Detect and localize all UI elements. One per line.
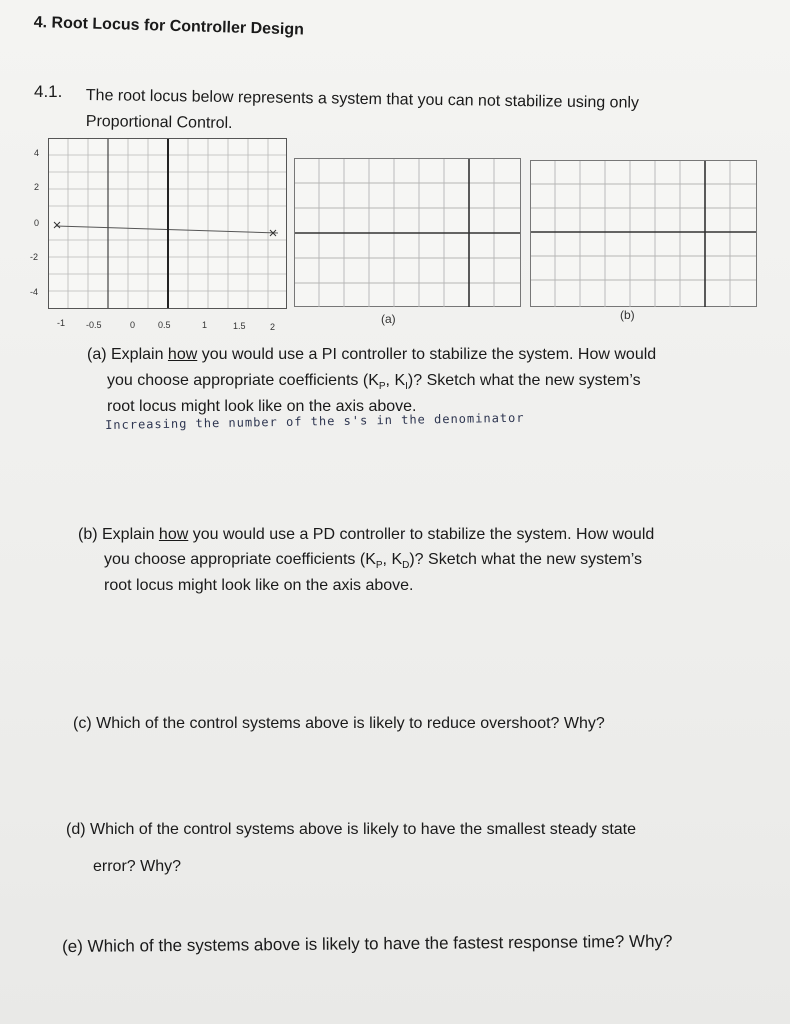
- grid-a-label: (a): [381, 312, 396, 326]
- x-tick-label: -1: [57, 318, 66, 328]
- question-e: (e) Which of the systems above is likely to have the fastest response time? Why?: [62, 931, 673, 956]
- blank-grid-a: [294, 158, 522, 308]
- y-tick-label: -4: [30, 287, 39, 297]
- section-number: 4.1.: [34, 82, 63, 101]
- intro-line-1: The root locus below represents a system that you can not stabilize using only: [85, 86, 640, 112]
- question-b-line-3: root locus might look like on the axis above.: [104, 577, 414, 594]
- x-tick-label: 2: [270, 322, 276, 332]
- blank-grid-b: [530, 160, 758, 308]
- handwritten-answer: Increasing the number of the s's in the denominator: [105, 410, 525, 432]
- intro-line-2: Proportional Control.: [85, 112, 233, 133]
- y-tick-label: 4: [34, 148, 40, 158]
- grid-b-label: (b): [620, 308, 635, 322]
- question-c: (c) Which of the control systems above is likely to reduce overshoot? Why?: [73, 715, 605, 732]
- question-a-line-3: root locus might look like on the axis above.: [107, 398, 417, 415]
- y-tick-label: 0: [34, 218, 40, 228]
- x-tick-label: -0.5: [86, 320, 102, 330]
- question-d-line-2: error? Why?: [93, 858, 182, 875]
- x-tick-label: 1: [202, 320, 208, 330]
- question-b-line-1: (b) Explain how you would use a PD controller to stabilize the system. How would: [78, 526, 655, 543]
- question-d-line-1: (d) Which of the control systems above is likely to have the smallest steady state: [66, 821, 637, 838]
- root-locus-plot: [48, 138, 288, 310]
- x-tick-label: 0: [130, 320, 136, 330]
- x-tick-label: 1.5: [233, 321, 246, 331]
- section-title: 4. Root Locus for Controller Design: [33, 14, 305, 39]
- y-tick-label: 2: [34, 182, 40, 192]
- question-a-line-2: you choose appropriate coefficients ($K_P$, $K_I$)? Sketch what the new system’s: [107, 372, 641, 393]
- y-tick-label: -2: [30, 252, 39, 262]
- question-b-line-2: you choose appropriate coefficients ($K_P$, $K_D$)? Sketch what the new system’s: [104, 551, 643, 572]
- x-tick-label: 0.5: [158, 320, 171, 330]
- question-a-line-1: (a) Explain how you would use a PI controller to stabilize the system. How would: [87, 346, 657, 363]
